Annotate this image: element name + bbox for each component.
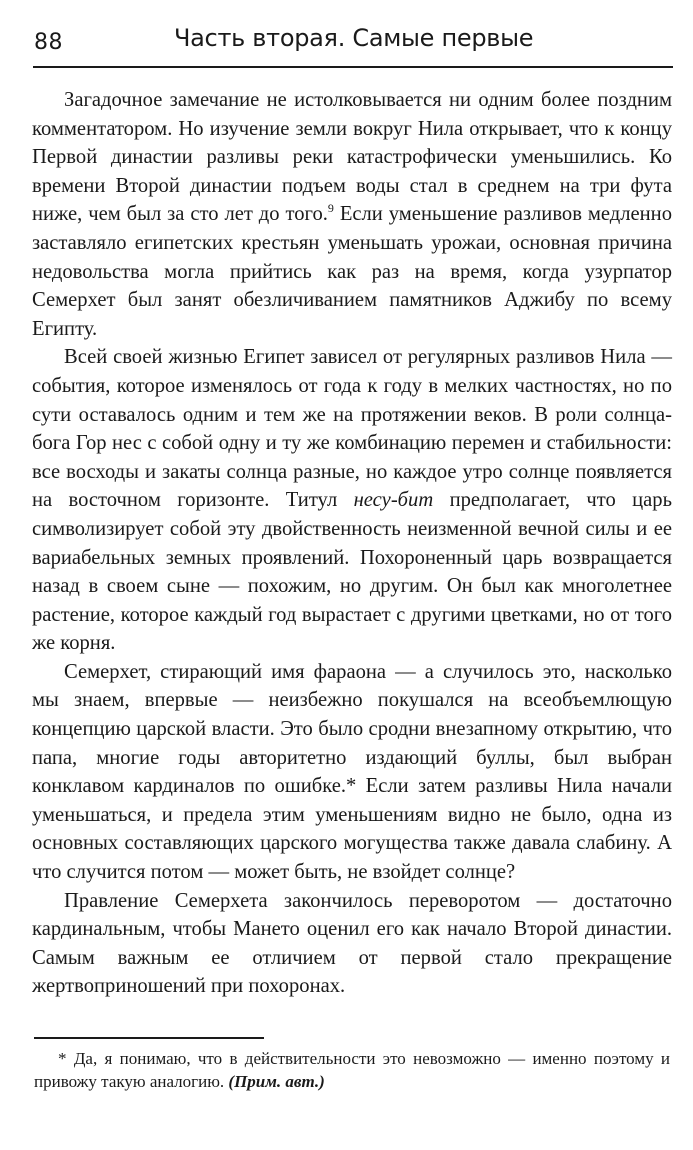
paragraph-2 — [32, 343, 672, 658]
paragraph-3 — [32, 658, 672, 887]
endnote-ref: 9 — [327, 201, 334, 216]
footnote-mark-bottom: * — [58, 1049, 67, 1068]
footnote — [34, 1047, 670, 1093]
footnote-mark: * — [346, 775, 357, 798]
footnote-source: (Прим. авт.) — [228, 1072, 325, 1091]
header-rule — [33, 66, 673, 68]
page-header — [34, 20, 670, 64]
page-number: 88 — [34, 30, 63, 55]
paragraph-1-text-after: Если уменьшение разливов медленно заставляло египетских крестьян уменьшать урожаи, основная причина недовольства могла прийтись как раз на время, когда узурпатор Семерхет был занят обезличиванием памятников Аджибу по всему Египту. — [32, 203, 672, 340]
paragraph-4-text: Правление Семерхета закончилось переворотом — достаточно кардинальным, чтобы Мането оценил его как начало Второй династии. Самым важным ее отличием от первой стало прекращение жертвоприношений при похоронах. — [32, 889, 672, 998]
footnote-rule — [34, 1037, 264, 1039]
italic-term: несу-бит — [353, 489, 434, 512]
paragraph-2-text-after: предполагает, что царь символизирует собой эту двойственность неизменной вечной силы и ее вариабельных земных проявлений. Похороненный царь возвращается назад в своем сыне — похожим, но другим. Он был как многолетнее растение, которое каждый год вырастает с другими цветками, но от того же корня. — [32, 489, 672, 655]
footnote-text: Да, я понимаю, что в действительности это невозможно — именно поэтому и привожу такую аналогию. — [34, 1049, 670, 1091]
paragraph-4 — [32, 887, 672, 1001]
paragraph-1 — [32, 86, 672, 343]
body-text — [32, 86, 672, 1001]
paragraph-3-text-after: Если затем разливы Нила начали уменьшаться, и предела этим уменьшениям видно не было, одна из основных составляющих царского могущества также давала слабину. А что случится потом — может быть, не взойдет солнце? — [32, 775, 672, 884]
running-title: Часть вторая. Самые первые — [174, 24, 534, 52]
paragraph-3-text: Семерхет, стирающий имя фараона — а случилось это, насколько мы знаем, впервые — неизбежно покушался на всеобъемлющую концепцию царской власти. Это было сродни внезапному открытию, что папа, многие годы авторитетно издающий буллы, был выбран конклавом кардиналов по ошибке. — [32, 660, 672, 798]
paragraph-1-text: Загадочное замечание не истолковывается ни одним более поздним комментатором. Но изучение земли вокруг Нила открывает, что к концу Первой династии разливы реки катастрофически уменьшились. Ко времени Второй династии подъем воды стал в среднем на три фута ниже, чем был за сто лет до того. — [32, 89, 672, 226]
paragraph-2-text-before: Всей своей жизнью Египет зависел от регулярных разливов Нила — события, которое изменялось от года к году в мелких частностях, но по сути оставалось одним и тем же на протяжении веков. В роли солнца-бога Гор нес с собой одну и ту же комбинацию перемен и стабильности: все восходы и закаты солнца разные, но каждое утро солнце появляется на восточном горизонте. Титул — [32, 346, 672, 512]
footnote-paragraph — [34, 1047, 670, 1093]
